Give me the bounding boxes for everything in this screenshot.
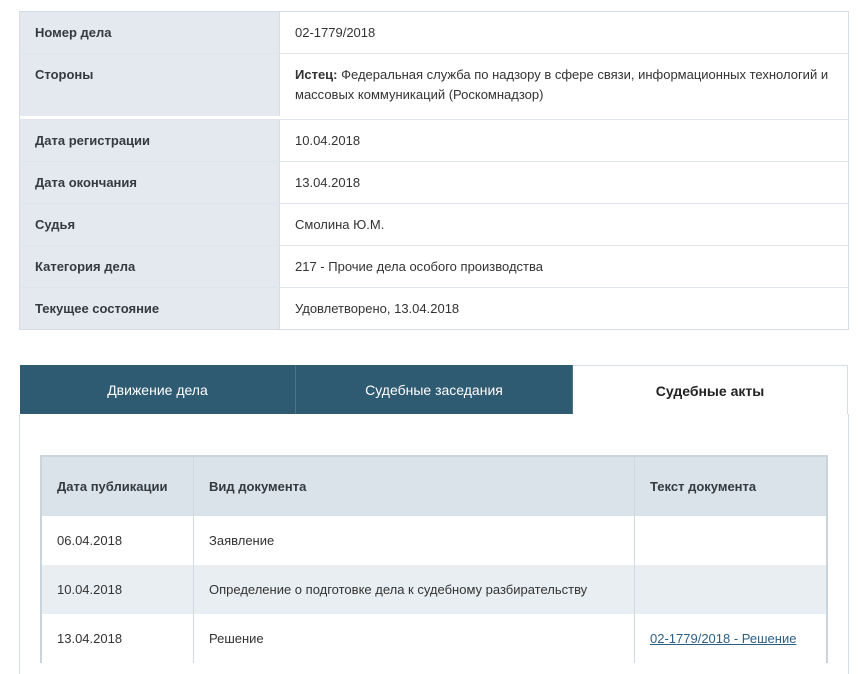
case-category-row	[20, 245, 848, 287]
end-date-value: 13.04.2018	[280, 162, 848, 203]
case-tabs	[20, 365, 848, 415]
document-type: Определение о подготовке дела к судебному разбирательству	[194, 565, 635, 614]
publication-date: 10.04.2018	[42, 565, 194, 614]
court-acts-table	[40, 455, 828, 663]
tab-case-movement[interactable]: Движение дела	[20, 365, 296, 415]
registration-date-value: 10.04.2018	[280, 120, 848, 161]
header-publication-date: Дата публикации	[42, 457, 194, 516]
header-document-text: Текст документа	[650, 479, 757, 494]
publication-date: 06.04.2018	[42, 516, 194, 565]
case-category-label: Категория дела	[20, 246, 280, 287]
end-date-row	[20, 161, 848, 203]
case-info-table	[19, 11, 849, 330]
header-document-type: Вид документа	[194, 457, 635, 516]
publication-date: 13.04.2018	[42, 614, 194, 663]
current-status-row	[20, 287, 848, 329]
plaintiff-role: Истец:	[295, 67, 338, 82]
plaintiff-name: Федеральная служба по надзору в сфере связи, информационных технологий и массовых коммуникаций (Роскомнадзор)	[295, 67, 829, 102]
tab-court-hearings[interactable]: Судебные заседания	[296, 365, 573, 415]
case-category-value: 217 - Прочие дела особого производства	[280, 246, 848, 287]
document-text-cell	[635, 614, 826, 663]
judge-value: Смолина Ю.М.	[280, 204, 848, 245]
tab-court-acts[interactable]: Судебные акты	[573, 365, 848, 415]
decision-document-link[interactable]: 02-1779/2018 - Решение	[650, 631, 797, 646]
current-status-label: Текущее состояние	[20, 288, 280, 329]
parties-label: Стороны	[20, 54, 280, 116]
registration-date-label: Дата регистрации	[20, 120, 280, 161]
registration-date-row	[20, 119, 848, 161]
judge-label: Судья	[20, 204, 280, 245]
case-number-value: 02-1779/2018	[280, 12, 848, 53]
document-type: Заявление	[194, 516, 635, 565]
document-text	[635, 516, 826, 565]
document-type: Решение	[194, 614, 635, 663]
table-header	[42, 457, 826, 516]
case-number-label: Номер дела	[20, 12, 280, 53]
end-date-label: Дата окончания	[20, 162, 280, 203]
table-row	[42, 614, 826, 663]
document-text	[635, 565, 826, 614]
case-number-row	[20, 12, 848, 53]
current-status-value: Удовлетворено, 13.04.2018	[280, 288, 848, 329]
parties-value	[280, 54, 848, 119]
table-row	[42, 565, 826, 614]
judge-row	[20, 203, 848, 245]
parties-row	[20, 53, 848, 119]
table-row	[42, 516, 826, 565]
